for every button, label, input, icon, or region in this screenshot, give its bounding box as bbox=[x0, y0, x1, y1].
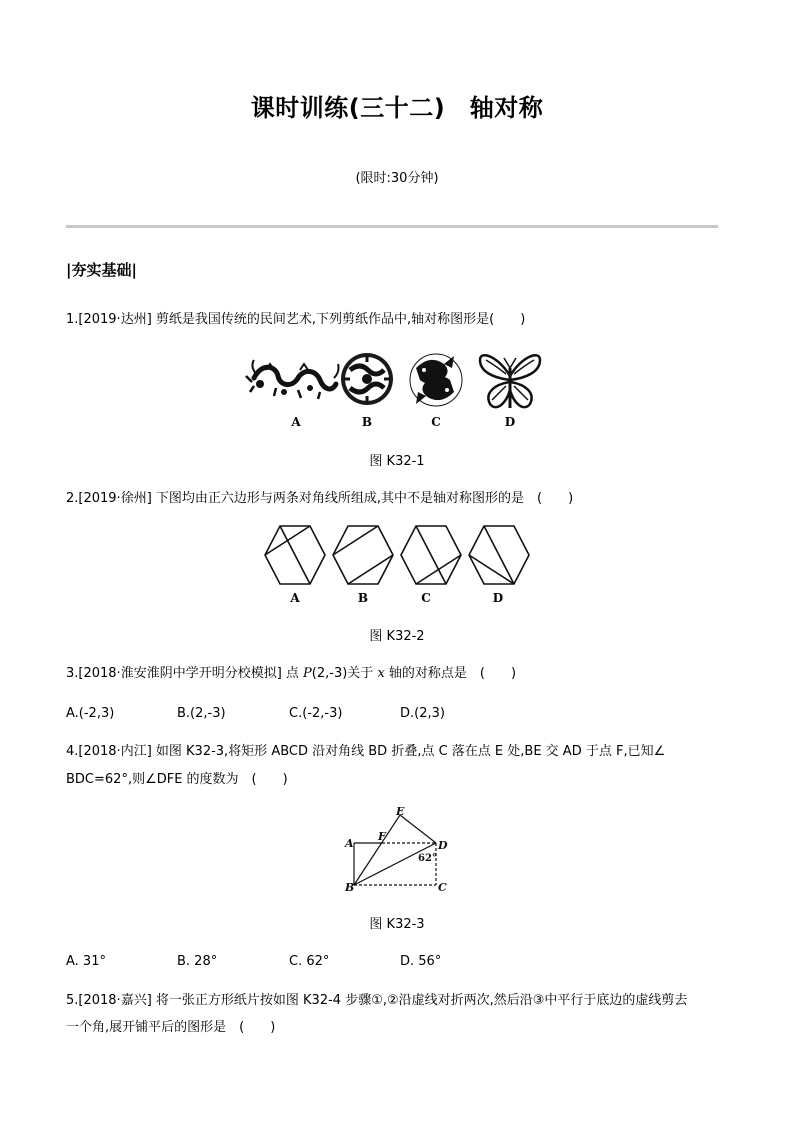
q3-prefix: 3.[2018·淮安淮阴中学开明分校模拟] 点 bbox=[66, 666, 304, 681]
papercut-butterfly-image bbox=[480, 355, 540, 408]
time-limit: (限时:30分钟) bbox=[355, 171, 439, 186]
q3-option-a: A.(-2,3) bbox=[66, 706, 115, 721]
figure-caption-k32-2: 图 K32-2 bbox=[369, 629, 425, 644]
vertex-e-label: E bbox=[396, 805, 405, 818]
vertex-d-label: D bbox=[438, 839, 448, 852]
papercut-dragon-image bbox=[246, 360, 339, 399]
q4-option-c: C. 62° bbox=[289, 954, 330, 969]
q3-option-c: C.(-2,-3) bbox=[289, 706, 343, 721]
vertex-c-label: C bbox=[438, 881, 447, 894]
question-2-text: 2.[2019·徐州] 下图均由正六边形与两条对角线所组成,其中不是轴对称图形的是 ( ) bbox=[66, 491, 574, 506]
question-4-figure bbox=[340, 805, 455, 897]
q4-option-b: B. 28° bbox=[177, 954, 218, 969]
q1-option-d-label: D bbox=[504, 415, 516, 429]
q4-option-a: A. 31° bbox=[66, 954, 106, 969]
q3-option-b: B.(2,-3) bbox=[177, 706, 226, 721]
q1-option-c-label: C bbox=[431, 415, 441, 429]
q2-option-c-label: C bbox=[421, 591, 431, 605]
figure-caption-k32-1: 图 K32-1 bbox=[369, 454, 425, 469]
question-1-figure bbox=[240, 348, 550, 433]
vertex-a-label: A bbox=[345, 837, 354, 850]
question-1-text: 1.[2019·达州] 剪纸是我国传统的民间艺术,下列剪纸作品中,轴对称图形是( ) bbox=[66, 312, 526, 327]
vertex-f-label: F bbox=[378, 830, 386, 843]
angle-62-label: 62° bbox=[418, 853, 437, 864]
hexagon-b-shape bbox=[333, 526, 393, 584]
papercut-circle-image bbox=[341, 353, 393, 405]
question-3-text bbox=[66, 660, 730, 688]
page-title: 课时训练(三十二) 轴对称 bbox=[250, 94, 544, 122]
q1-option-a-label: A bbox=[291, 415, 301, 429]
q3-axis-variable: x bbox=[377, 666, 385, 681]
question-2-figure bbox=[258, 524, 538, 608]
q3-option-d: D.(2,3) bbox=[400, 706, 445, 721]
question-5-line-1: 5.[2018·嘉兴] 将一张正方形纸片按如图 K32-4 步骤①,②沿虚线对折两次,然后沿③中平行于底边的虚线剪去 bbox=[66, 993, 688, 1008]
q3-coords: (2,-3)关于 bbox=[311, 666, 378, 681]
vertex-b-label: B bbox=[345, 881, 355, 894]
q3-point: P bbox=[303, 666, 312, 681]
q4-option-d: D. 56° bbox=[400, 954, 442, 969]
question-4-line-2: BDC=62°,则∠DFE 的度数为 ( ) bbox=[66, 772, 288, 787]
papercut-fish-image bbox=[410, 354, 462, 406]
q2-option-b-label: B bbox=[357, 591, 369, 605]
question-5-line-2: 一个角,展开铺平后的图形是 ( ) bbox=[66, 1020, 276, 1035]
section-heading: |夯实基础| bbox=[66, 261, 137, 279]
question-4-line-1: 4.[2018·内江] 如图 K32-3,将矩形 ABCD 沿对角线 BD 折叠,点 C 落在点 E 处,BE 交 AD 于点 F,已知∠ bbox=[66, 744, 666, 759]
q2-option-d-label: D bbox=[492, 591, 504, 605]
header-divider bbox=[66, 225, 718, 228]
q1-option-b-label: B bbox=[361, 415, 373, 429]
q2-option-a-label: A bbox=[290, 591, 300, 605]
q3-suffix: 轴的对称点是 ( ) bbox=[384, 666, 517, 681]
figure-caption-k32-3: 图 K32-3 bbox=[369, 917, 425, 932]
